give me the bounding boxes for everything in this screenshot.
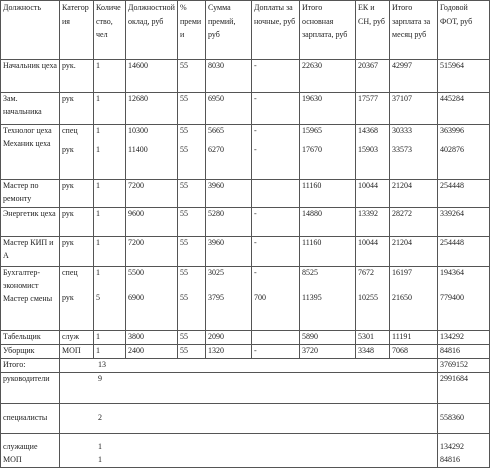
- totals-label: Итого:: [1, 358, 60, 372]
- table-row: [1, 344, 490, 358]
- count-cell: 1: [96, 268, 100, 277]
- bonus-percent-cell: 55: [178, 344, 206, 358]
- position-cell: Технолог цеха: [3, 126, 52, 135]
- monthly-total-cell: 16197: [392, 268, 412, 277]
- position-cell: Зам. начальника: [1, 93, 60, 125]
- totals-annual-fund: 2991684: [438, 372, 490, 403]
- position-cell: Механик цеха: [3, 138, 51, 148]
- totals-annual-fund: 3769152: [438, 358, 490, 372]
- bonus-sum-cell: 6270: [208, 144, 224, 154]
- totals-count: 1: [98, 454, 102, 464]
- social-tax-cell: 7672: [358, 268, 374, 277]
- count-cell: 1: [96, 126, 100, 135]
- annual-fund-cell: 194364: [440, 268, 464, 277]
- bonus-sum-cell: 3795: [208, 292, 224, 302]
- bonus-percent-cell: 55: [180, 144, 188, 154]
- night-pay-cell: -: [252, 93, 300, 125]
- table-row: [1, 267, 490, 331]
- bonus-sum-cell: 6950: [206, 93, 252, 125]
- bonus-sum-cell: 3960: [206, 237, 252, 267]
- social-tax-cell: 10044: [356, 237, 390, 267]
- totals-row: [1, 433, 490, 467]
- monthly-total-cell: 33573: [392, 144, 412, 154]
- totals-row: [1, 372, 490, 403]
- totals-count: 9: [60, 372, 438, 403]
- header-cell: Сумма премий, руб: [206, 1, 252, 60]
- monthly-total-cell: 11191: [390, 331, 438, 345]
- totals-label: специалисты: [1, 403, 60, 433]
- annual-fund-cell: 363996: [440, 126, 464, 135]
- bonus-percent-cell: 55: [180, 292, 188, 302]
- base-pay-cell: 8525: [302, 268, 318, 277]
- annual-fund-cell: 254448: [438, 180, 490, 208]
- night-pay-cell: -: [254, 144, 257, 154]
- totals-count: 13: [60, 358, 438, 372]
- totals-annual-fund: 134292: [440, 442, 464, 451]
- bonus-percent-cell: 55: [178, 60, 206, 93]
- table-row: [1, 208, 490, 237]
- position-cell: Уборщик: [1, 344, 60, 358]
- bonus-sum-cell: 1320: [206, 344, 252, 358]
- night-pay-cell: -: [252, 60, 300, 93]
- night-pay-cell: -: [252, 344, 300, 358]
- night-pay-cell: -: [252, 237, 300, 267]
- bonus-percent-cell: 55: [178, 237, 206, 267]
- monthly-total-cell: 37107: [390, 93, 438, 125]
- annual-fund-cell: 134292: [438, 331, 490, 345]
- monthly-total-cell: 30333: [392, 126, 412, 135]
- bonus-sum-cell: 5665: [208, 126, 224, 135]
- header-row: [1, 1, 490, 60]
- monthly-total-cell: 21204: [390, 180, 438, 208]
- bonus-percent-cell: 55: [180, 126, 188, 135]
- salary-cell: 9600: [126, 208, 178, 237]
- table-row: [1, 93, 490, 125]
- count-cell: 1: [94, 93, 126, 125]
- totals-row: [1, 403, 490, 433]
- annual-fund-cell: 339264: [438, 208, 490, 237]
- salary-cell: 11400: [128, 144, 148, 154]
- category-cell: спец: [62, 126, 78, 135]
- bonus-sum-cell: 2090: [206, 331, 252, 345]
- totals-count: 2: [60, 403, 438, 433]
- table-row: [1, 331, 490, 345]
- social-tax-cell: 5301: [356, 331, 390, 345]
- totals-label: МОП: [3, 454, 22, 464]
- table-row: [1, 180, 490, 208]
- count-cell: 1: [94, 344, 126, 358]
- salary-cell: 5500: [128, 268, 144, 277]
- position-cell: Мастер смены: [3, 293, 53, 303]
- salary-cell: 7200: [126, 180, 178, 208]
- salary-cell: 14600: [126, 60, 178, 93]
- totals-label: руководители: [1, 372, 60, 403]
- base-pay-cell: 17670: [302, 144, 322, 154]
- annual-fund-cell: 402876: [440, 144, 464, 154]
- bonus-percent-cell: 55: [178, 180, 206, 208]
- bonus-sum-cell: 5280: [206, 208, 252, 237]
- annual-fund-cell: 445284: [438, 93, 490, 125]
- monthly-total-cell: 28272: [390, 208, 438, 237]
- position-cell: Мастер КИП и А: [1, 237, 60, 267]
- social-tax-cell: 10255: [358, 292, 378, 302]
- totals-annual-fund: 558360: [438, 403, 490, 433]
- night-pay-cell: -: [252, 208, 300, 237]
- bonus-sum-cell: 3025: [208, 268, 224, 277]
- base-pay-cell: 22630: [300, 60, 356, 93]
- bonus-sum-cell: 8030: [206, 60, 252, 93]
- base-pay-cell: 14880: [300, 208, 356, 237]
- night-pay-cell: 700: [254, 292, 266, 302]
- table-row: [1, 125, 490, 180]
- category-cell: рук: [62, 144, 74, 154]
- salary-cell: 10300: [128, 126, 148, 135]
- header-cell: Итого зарплата за месяц руб: [390, 1, 438, 60]
- category-cell: рук: [60, 180, 94, 208]
- header-cell: Годовой ФОТ, руб: [438, 1, 490, 60]
- social-tax-cell: 17577: [356, 93, 390, 125]
- header-cell: Должность: [1, 1, 60, 60]
- totals-label: служащие: [3, 442, 38, 451]
- category-cell: спец: [62, 268, 78, 277]
- base-pay-cell: 15965: [302, 126, 322, 135]
- base-pay-cell: 19630: [300, 93, 356, 125]
- header-cell: Должностной оклад, руб: [126, 1, 178, 60]
- count-cell: 1: [96, 144, 100, 154]
- header-cell: Итого основная зарплата, руб: [300, 1, 356, 60]
- count-cell: 1: [94, 208, 126, 237]
- position-cell: Бухгалтер-экономист: [3, 268, 40, 290]
- monthly-total-cell: 21650: [392, 292, 412, 302]
- base-pay-cell: 11160: [300, 237, 356, 267]
- position-cell: Мастер по ремонту: [1, 180, 60, 208]
- social-tax-cell: 14368: [358, 126, 378, 135]
- social-tax-cell: 10044: [356, 180, 390, 208]
- totals-annual-fund: 84816: [440, 454, 460, 464]
- bonus-percent-cell: 55: [178, 93, 206, 125]
- salary-cell: 3800: [126, 331, 178, 345]
- header-cell: ЕК и СН, руб: [356, 1, 390, 60]
- table-row: [1, 237, 490, 267]
- salary-cell: 7200: [126, 237, 178, 267]
- category-cell: МОП: [60, 344, 94, 358]
- totals-row: [1, 358, 490, 372]
- salary-cell: 12680: [126, 93, 178, 125]
- header-cell: Категория: [60, 1, 94, 60]
- position-cell: Энергетик цеха: [1, 208, 60, 237]
- category-cell: рук: [60, 237, 94, 267]
- table-row: [1, 60, 490, 93]
- salary-cell: 2400: [126, 344, 178, 358]
- night-pay-cell: -: [254, 126, 257, 135]
- count-cell: 1: [94, 331, 126, 345]
- count-cell: 1: [94, 60, 126, 93]
- monthly-total-cell: 7068: [390, 344, 438, 358]
- count-cell: 1: [94, 180, 126, 208]
- category-cell: служ: [60, 331, 94, 345]
- social-tax-cell: 3348: [356, 344, 390, 358]
- monthly-total-cell: 21204: [390, 237, 438, 267]
- bonus-sum-cell: 3960: [206, 180, 252, 208]
- header-cell: Количество, чел: [94, 1, 126, 60]
- bonus-percent-cell: 55: [178, 208, 206, 237]
- annual-fund-cell: 515964: [438, 60, 490, 93]
- header-cell: Доплаты за ночные, руб: [252, 1, 300, 60]
- base-pay-cell: 5890: [300, 331, 356, 345]
- base-pay-cell: 11160: [300, 180, 356, 208]
- night-pay-cell: -: [254, 268, 257, 277]
- monthly-total-cell: 42997: [390, 60, 438, 93]
- count-cell: 5: [96, 292, 100, 302]
- annual-fund-cell: 254448: [438, 237, 490, 267]
- position-cell: Начальник цеха: [1, 60, 60, 93]
- header-cell: % премии: [178, 1, 206, 60]
- night-pay-cell: [252, 331, 300, 345]
- social-tax-cell: 20367: [356, 60, 390, 93]
- salary-cell: 6900: [128, 292, 144, 302]
- category-cell: рук.: [60, 60, 94, 93]
- night-pay-cell: [252, 180, 300, 208]
- bonus-percent-cell: 55: [178, 331, 206, 345]
- count-cell: 1: [94, 237, 126, 267]
- category-cell: рук: [60, 93, 94, 125]
- position-cell: Табельщик: [1, 331, 60, 345]
- category-cell: рук: [60, 208, 94, 237]
- bonus-percent-cell: 55: [180, 268, 188, 277]
- social-tax-cell: 13392: [356, 208, 390, 237]
- base-pay-cell: 11395: [302, 292, 322, 302]
- totals-count: 1: [98, 442, 102, 451]
- base-pay-cell: 3720: [300, 344, 356, 358]
- annual-fund-cell: 84816: [438, 344, 490, 358]
- annual-fund-cell: 779400: [440, 292, 464, 302]
- category-cell: рук: [62, 292, 74, 302]
- social-tax-cell: 15903: [358, 144, 378, 154]
